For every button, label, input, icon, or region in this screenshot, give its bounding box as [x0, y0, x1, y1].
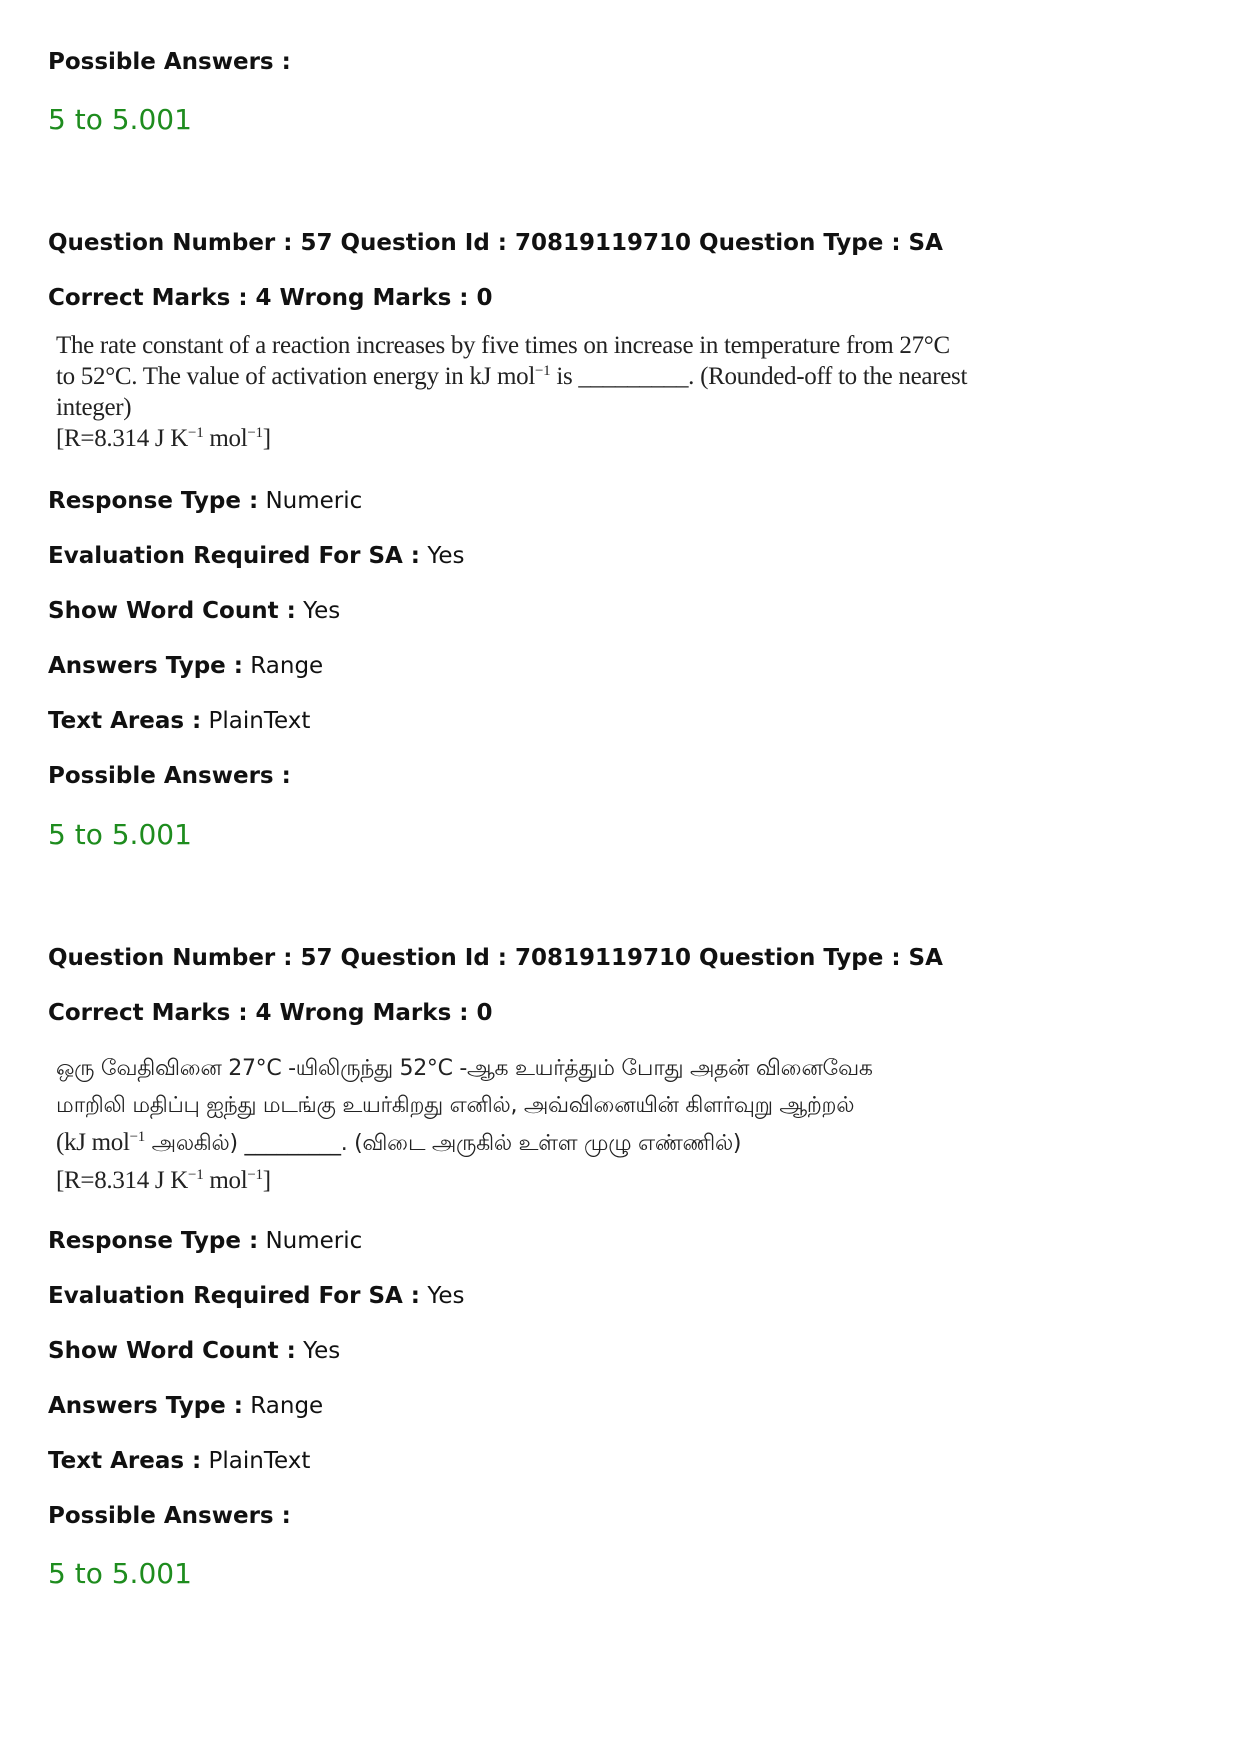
gas-constant: [R=8.314 J $K^{-1}$ mol$^{-1}$] — [56, 1167, 271, 1194]
possible-answers-label: Possible Answers : — [48, 1503, 291, 1529]
evaluation-required-field: Evaluation Required For SA : Yes — [48, 543, 465, 569]
question-line: integer) — [56, 394, 132, 421]
response-type-field: Response Type : Numeric — [48, 1228, 363, 1254]
question-header: Question Number : 57 Question Id : 70819119710 Question Type : SA — [48, 230, 943, 256]
show-word-count-field: Show Word Count : Yes — [48, 1338, 341, 1364]
question-line: மாறிலி மதிப்பு ஐந்து மடங்கு உயர்கிறது எனில், அவ்வினையின் கிளர்வுறு ஆற்றல் — [56, 1093, 855, 1118]
question-marks: Correct Marks : 4 Wrong Marks : 0 — [48, 285, 493, 311]
show-word-count-field: Show Word Count : Yes — [48, 598, 341, 624]
possible-answer-value: 5 to 5.001 — [48, 1557, 192, 1590]
evaluation-required-field: Evaluation Required For SA : Yes — [48, 1283, 465, 1309]
answers-type-field: Answers Type : Range — [48, 653, 324, 679]
answers-type-field: Answers Type : Range — [48, 1393, 324, 1419]
question-marks: Correct Marks : 4 Wrong Marks : 0 — [48, 1000, 493, 1026]
possible-answer-value: 5 to 5.001 — [48, 103, 192, 136]
possible-answers-label: Possible Answers : — [48, 49, 291, 75]
possible-answer-value: 5 to 5.001 — [48, 818, 192, 851]
gas-constant: [R=8.314 J $K^{-1}$ mol$^{-1}$] — [56, 425, 271, 452]
question-line: to 52°C. The value of activation energy in kJ mol$^{-1}$ is _________. (Rounded-off to the nearest — [56, 363, 968, 390]
possible-answers-label: Possible Answers : — [48, 763, 291, 789]
text-areas-field: Text Areas : PlainText — [48, 708, 311, 734]
question-line: ஒரு வேதிவினை 27°C -யிலிருந்து 52°C -ஆக உயர்த்தும் போது அதன் வினைவேக — [56, 1056, 873, 1081]
response-type-field: Response Type : Numeric — [48, 488, 363, 514]
question-text — [56, 330, 967, 454]
question-header: Question Number : 57 Question Id : 70819119710 Question Type : SA — [48, 945, 943, 971]
question-text-tamil — [56, 1050, 873, 1199]
question-line: (kJ mol$^{-1}$ அலகில்) _________. (விடை அருகில் உள்ள முழு எண்ணில்) — [56, 1129, 742, 1156]
question-line: The rate constant of a reaction increases by five times on increase in temperature from 27°C — [56, 332, 950, 359]
text-areas-field: Text Areas : PlainText — [48, 1448, 311, 1474]
